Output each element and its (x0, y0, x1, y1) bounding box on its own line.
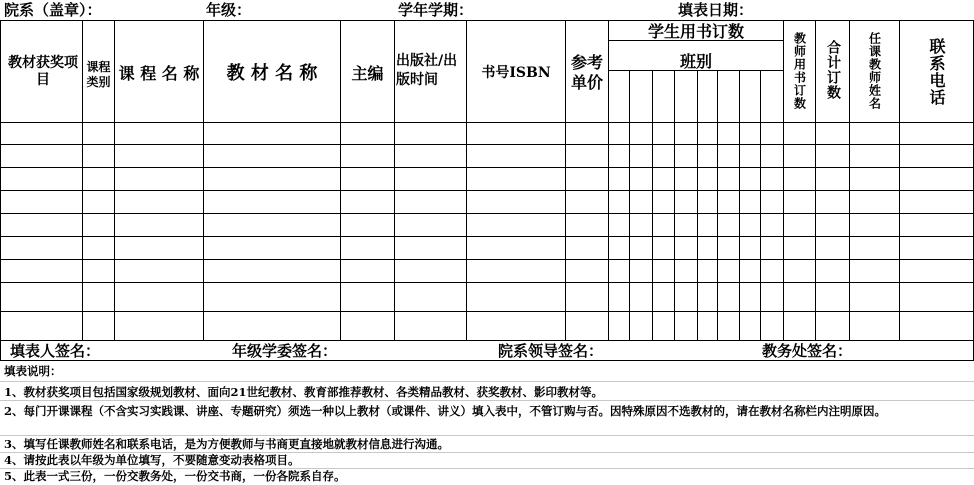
row-line (0, 311, 974, 312)
filler-signature-label: 填表人签名： (10, 342, 101, 360)
col-header-award: 教材获奖项目 (8, 55, 78, 88)
date-label: 填表日期： (678, 1, 754, 19)
row-line (0, 167, 974, 168)
col-header-class: 班别 (679, 51, 712, 71)
col-line (674, 70, 675, 340)
col-header-course-type: 课程类别 (86, 60, 111, 89)
row-line (0, 144, 974, 145)
col-line (717, 70, 718, 340)
col-header-phone: 联系电话 (927, 38, 946, 106)
academic-affairs-signature-label: 教务处签名： (762, 342, 853, 360)
header-bottom-border (0, 122, 974, 123)
grade-committee-signature-label: 年级学委签名： (232, 342, 338, 360)
college-label: 院系（盖章）： (4, 1, 102, 19)
grade-label: 年级： (206, 1, 252, 19)
col-header-teacher-orders: 教师用书订数 (792, 32, 807, 110)
note-item: 5、此表一式三份，一份交教务处，一份交书商，一份各院系自存。 (4, 469, 346, 483)
col-header-teacher-name: 任课教师姓名 (867, 32, 882, 110)
note-item: 1、教材获奖项目包括国家级规划教材、面向21世纪教材、教育部推荐教材、各类精品教材、获奖教材、影印教材等。 (4, 385, 603, 399)
row-line (0, 259, 974, 260)
college-leader-signature-label: 院系领导签名： (498, 342, 604, 360)
col-header-total: 合计订数 (825, 40, 841, 100)
col-header-isbn: 书号ISBN (481, 65, 551, 81)
notes-title: 填表说明： (4, 364, 62, 378)
col-line (760, 70, 761, 340)
col-header-course-name: 课 程 名 称 (118, 63, 200, 83)
notes-gridline (0, 400, 974, 401)
col-header-publisher: 出版社/出版时间 (396, 53, 458, 88)
col-line (652, 70, 653, 340)
row-line (0, 236, 974, 237)
row-line (0, 213, 974, 214)
note-item: 3、填写任课教师姓名和联系电话，是为方便教师与书商更直接地就教材信息进行沟通。 (4, 437, 449, 451)
col-header-editor: 主编 (351, 63, 384, 83)
note-item: 4、请按此表以年级为单位填写，不要随意变动表格项目。 (4, 453, 300, 467)
col-line (394, 20, 395, 340)
col-header-price: 参考单价 (570, 53, 603, 92)
col-line (629, 70, 630, 340)
row-line (0, 190, 974, 191)
note-item: 2、每门开课课程（不含实习实践课、讲座、专题研究）须选一种以上教材（或课件、讲义）填入表中，不管订购与否。因特殊原因不选教材的，请在教材名称栏内注明原因。 (4, 404, 886, 418)
col-header-textbook-name: 教 材 名 称 (226, 63, 318, 84)
col-header-student-orders: 学生用书订数 (647, 21, 744, 41)
table-top-border (0, 20, 974, 21)
col-line (697, 70, 698, 340)
col-line (739, 70, 740, 340)
semester-label: 学年学期： (398, 1, 474, 19)
row-line (0, 282, 974, 283)
notes-gridline (0, 381, 974, 382)
